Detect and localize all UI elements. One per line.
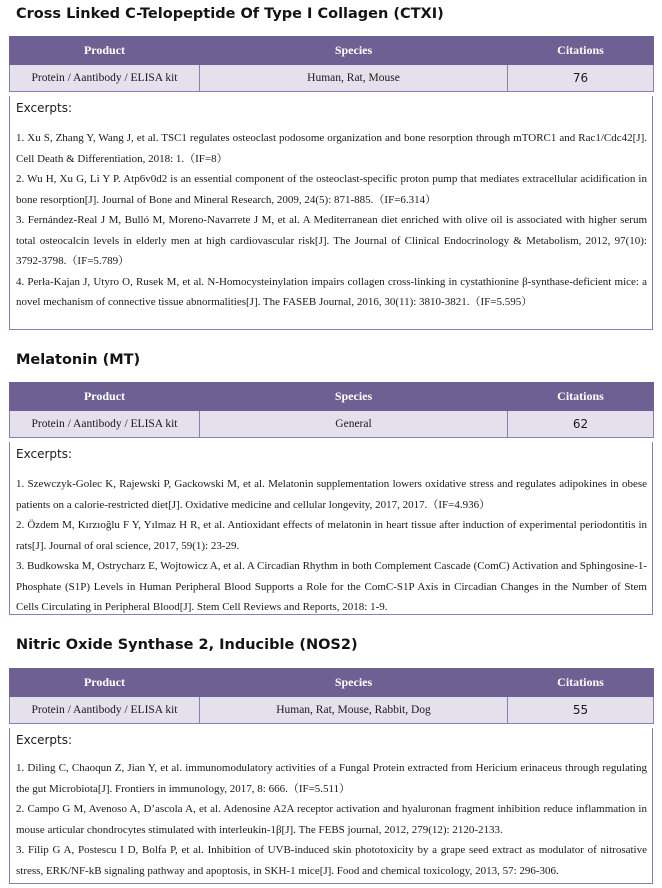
product-table bbox=[9, 36, 654, 92]
citations-column-header: Citations bbox=[508, 37, 654, 65]
species-column-header: Species bbox=[200, 383, 508, 411]
reference-list bbox=[16, 474, 647, 618]
section-title: Nitric Oxide Synthase 2, Inducible (NOS2) bbox=[16, 637, 358, 653]
citations-column-header: Citations bbox=[508, 383, 654, 411]
excerpts-box bbox=[9, 442, 653, 615]
table-row bbox=[10, 411, 654, 438]
reference-item: 1. Diling C, Chaoqun Z, Jian Y, et al. immunomodulatory activities of a Fungal Protein extracted from Hericium erinaceus through regulating the gut Microbiota[J]. Frontiers in immunology, 2017, 8: 666.（IF=5.511） bbox=[16, 762, 647, 795]
product-cell: Protein / Aantibody / ELISA kit bbox=[10, 697, 200, 724]
table-header-row bbox=[10, 383, 654, 411]
table-header-row bbox=[10, 669, 654, 697]
reference-item: 3. Budkowska M, Ostrycharz E, Wojtowicz A, et al. A Circadian Rhythm in both Complement Cascade (ComC) Activation and Sphingosine-1-Phosphate (S1P) Levels in Human Peripheral Blood Supports a Role for the ComC‐S1P Axis in Circadian Changes in the Number of Stem Cells Circulating in Peripheral Blood[J]. Stem Cell Reviews and Reports, 2018: 1-9. bbox=[16, 560, 647, 613]
excerpts-label: Excerpts: bbox=[16, 733, 73, 747]
excerpts-box bbox=[9, 96, 653, 330]
product-table bbox=[9, 668, 654, 724]
species-cell: Human, Rat, Mouse bbox=[200, 65, 508, 92]
citations-cell: 62 bbox=[508, 411, 654, 438]
species-cell: Human, Rat, Mouse, Rabbit, Dog bbox=[200, 697, 508, 724]
species-column-header: Species bbox=[200, 37, 508, 65]
product-cell: Protein / Aantibody / ELISA kit bbox=[10, 411, 200, 438]
citations-column-header: Citations bbox=[508, 669, 654, 697]
reference-list bbox=[16, 128, 647, 313]
excerpts-label: Excerpts: bbox=[16, 101, 73, 115]
product-column-header: Product bbox=[10, 383, 200, 411]
reference-item: 2. Özdem M, Kırzıoğlu F Y, Yılmaz H R, et al. Antioxidant effects of melatonin in heart tissue after induction of experimental periodontitis in rats[J]. Journal of oral science, 2017, 59(1): 23-29. bbox=[16, 519, 647, 552]
species-cell: General bbox=[200, 411, 508, 438]
section-title: Melatonin (MT) bbox=[16, 352, 141, 368]
reference-list bbox=[16, 758, 647, 881]
table-row bbox=[10, 65, 654, 92]
reference-item: 1. Xu S, Zhang Y, Wang J, et al. TSC1 regulates osteoclast podosome organization and bone resorption through mTORC1 and Rac1/Cdc42[J]. Cell Death & Differentiation, 2018: 1.（IF=8） bbox=[16, 132, 647, 165]
citations-cell: 55 bbox=[508, 697, 654, 724]
reference-item: 3. Fernández-Real J M, Bulló M, Moreno-Navarrete J M, et al. A Mediterranean diet enriched with olive oil is associated with higher serum total osteocalcin levels in elderly men at high cardiovascular risk[J]. The Journal of Clinical Endocrinology & Metabolism, 2012, 97(10): 3792-3798.（IF=5.789） bbox=[16, 214, 647, 267]
product-cell: Protein / Aantibody / ELISA kit bbox=[10, 65, 200, 92]
product-column-header: Product bbox=[10, 669, 200, 697]
reference-item: 3. Filip G A, Postescu I D, Bolfa P, et al. Inhibition of UVB-induced skin phototoxicity by a grape seed extract as modulator of nitrosative stress, ERK/NF-kB signaling pathway and apoptosis, in SKH-1 mice[J]. Food and chemical toxicology, 2013, 57: 296-306. bbox=[16, 844, 647, 877]
reference-item: 2. Campo G M, Avenoso A, D’ascola A, et al. Adenosine A2A receptor activation and hyaluronan fragment inhibition reduce inflammation in mouse articular chondrocytes stimulated with interleukin‐1β[J]. The FEBS journal, 2012, 279(12): 2120-2133. bbox=[16, 803, 647, 836]
excerpts-box bbox=[9, 728, 653, 884]
product-table bbox=[9, 382, 654, 438]
table-header-row bbox=[10, 37, 654, 65]
reference-item: 1. Szewczyk-Golec K, Rajewski P, Gackowski M, et al. Melatonin supplementation lowers oxidative stress and regulates adipokines in obese patients on a calorie-restricted diet[J]. Oxidative medicine and cellular longevity, 2017, 2017.（IF=4.936） bbox=[16, 478, 647, 511]
excerpts-label: Excerpts: bbox=[16, 447, 73, 461]
reference-item: 2. Wu H, Xu G, Li Y P. Atp6v0d2 is an essential component of the osteoclast‐specific proton pump that mediates extracellular acidification in bone resorption[J]. Journal of Bone and Mineral Research, 2009, 24(5): 871-885.（IF=6.314） bbox=[16, 173, 647, 206]
citations-cell: 76 bbox=[508, 65, 654, 92]
reference-item: 4. Perła-Kajan J, Utyro O, Rusek M, et al. N-Homocysteinylation impairs collagen cross-linking in cystathionine β-synthase-deficient mice: a novel mechanism of connective tissue abnormalities[J]. The FASEB Journal, 2016, 30(11): 3810-3821.（IF=5.595） bbox=[16, 275, 647, 308]
section-title: Cross Linked C-Telopeptide Of Type I Collagen (CTXI) bbox=[16, 6, 444, 22]
species-column-header: Species bbox=[200, 669, 508, 697]
product-column-header: Product bbox=[10, 37, 200, 65]
table-row bbox=[10, 697, 654, 724]
